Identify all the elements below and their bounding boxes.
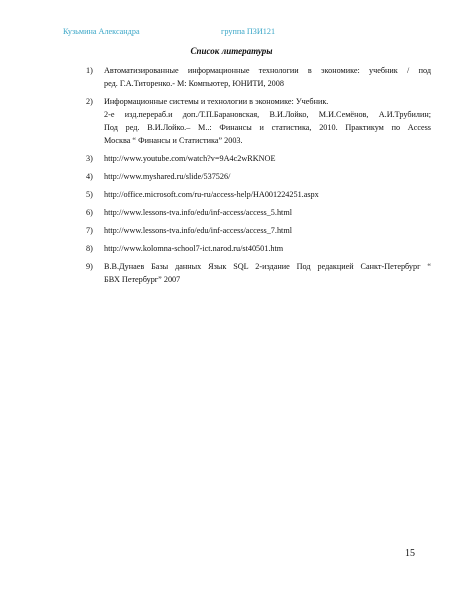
reference-item <box>0 188 463 201</box>
reference-text-line: В.В.Дунаев Базы данных Язык SQL 2-издание Под редакцией Санкт-Петербург “ <box>104 262 431 271</box>
reference-text-line: http://www.kolomna-school7-ict.narod.ru/st40501.htm <box>104 244 284 253</box>
reference-item <box>0 224 463 237</box>
reference-text-line: http://office.microsoft.com/ru-ru/access-help/HA001224251.aspx <box>104 190 319 199</box>
reference-text-line: http://www.lessons-tva.info/edu/inf-access/access_5.html <box>104 208 292 217</box>
reference-text-line: Автоматизированные информационные технологии в экономике: учебник / под <box>104 66 431 75</box>
reference-text-line: http://www.lessons-tva.info/edu/inf-access/access_7.html <box>104 226 292 235</box>
reference-item <box>0 242 463 255</box>
reference-text-line: http://www.youtube.com/watch?v=9A4c2wRKNOE <box>104 154 276 163</box>
reference-number: 5) <box>86 190 93 199</box>
reference-text-line: 2-е изд.перераб.и доп./Т.П.Барановская, В.И.Лойко, М.И.Семёнов, А.И.Трубилин; <box>104 110 431 119</box>
reference-text-line: http://www.myshared.ru/slide/537526/ <box>104 172 231 181</box>
reference-number: 6) <box>86 208 93 217</box>
reference-item <box>0 152 463 165</box>
reference-number: 7) <box>86 226 93 235</box>
reference-item <box>0 170 463 183</box>
reference-item <box>0 260 463 286</box>
reference-number: 9) <box>86 262 93 271</box>
reference-item <box>0 95 463 147</box>
reference-number: 8) <box>86 244 93 253</box>
bibliography-title: Список литературы <box>190 46 273 56</box>
reference-number: 1) <box>86 66 93 75</box>
reference-text-line: БВХ Петербург” 2007 <box>104 275 181 284</box>
reference-number: 4) <box>86 172 93 181</box>
reference-item <box>0 64 463 90</box>
header-group: группа ПЗИ121 <box>221 27 276 36</box>
page-number: 15 <box>405 548 415 559</box>
reference-text-line: Под ред. В.И.Лойко.– М..: Финансы и статистика, 2010. Практикум по Access <box>104 123 431 132</box>
header-author: Кузьмина Александра <box>63 27 140 36</box>
reference-number: 3) <box>86 154 93 163</box>
reference-item <box>0 206 463 219</box>
reference-number: 2) <box>86 97 93 106</box>
reference-text-line: Информационные системы и технологии в экономике: Учебник. <box>104 97 329 106</box>
reference-text-line: Москва “ Финансы и Статистика” 2003. <box>104 136 243 145</box>
reference-text-line: ред. Г.А.Титоренко.- М: Компьютер, ЮНИТИ, 2008 <box>104 79 284 88</box>
